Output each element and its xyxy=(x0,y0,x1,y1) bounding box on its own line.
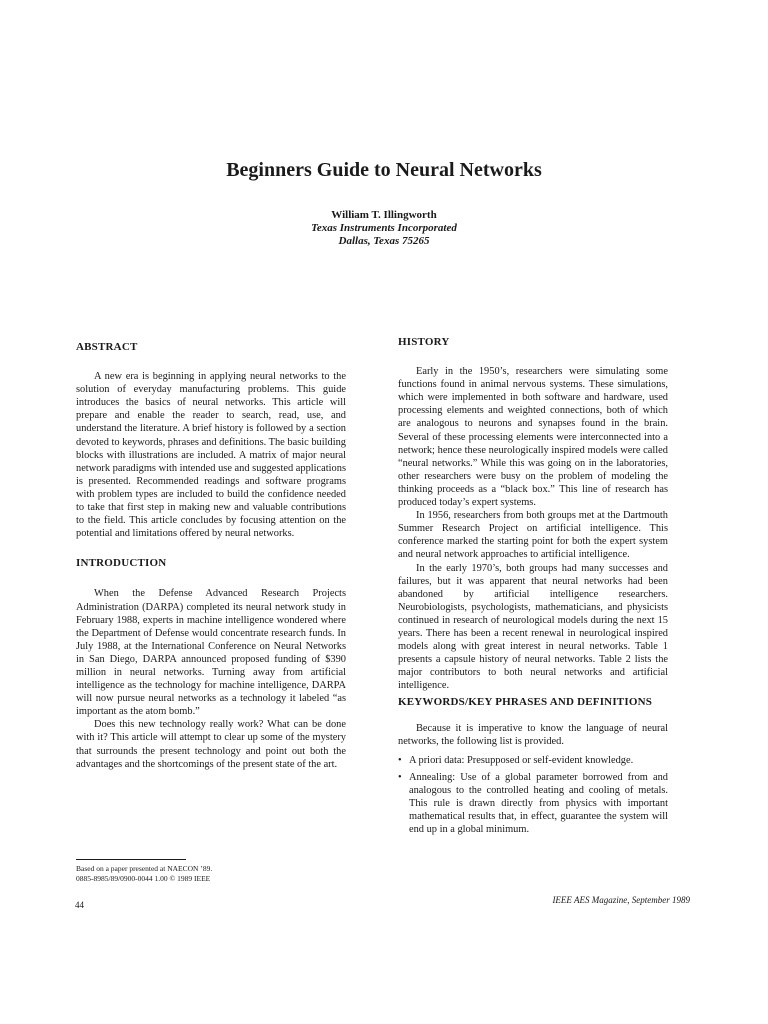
paper-title: Beginners Guide to Neural Networks xyxy=(226,159,542,181)
page-number: 44 xyxy=(75,900,84,910)
footnote-line-1: Based on a paper presented at NAECON ’89. xyxy=(76,864,213,873)
list-item xyxy=(398,754,668,767)
right-column xyxy=(398,336,668,840)
journal-citation: IEEE AES Magazine, September 1989 xyxy=(552,895,690,905)
introduction-heading: INTRODUCTION xyxy=(76,557,167,570)
abstract-heading: ABSTRACT xyxy=(76,341,138,353)
history-heading: HISTORY xyxy=(398,336,450,348)
keyword-definition: A priori data: Presupposed or self-evident knowledge. xyxy=(409,754,634,766)
list-item xyxy=(398,771,668,836)
keyword-definition: Annealing: Use of a global parameter borrowed from and analogous to the controlled heating and cooling of metals. This rule is drawn directly from physics with important mathematical results that, in effect, guarantee the system will end up in a global minimum. xyxy=(409,771,668,836)
introduction-paragraph-2: Does this new technology really work? What can be done with it? This article will attempt to clear up some of the mystery that surrounds the present technology and point out both the advantages and the shortcomings of the present state of the art. xyxy=(76,719,346,770)
keywords-intro: Because it is imperative to know the language of neural networks, the following list is provided. xyxy=(398,722,668,747)
author-block xyxy=(0,209,768,248)
keywords-list xyxy=(398,754,668,837)
footnote-divider xyxy=(76,859,186,860)
author-location: Dallas, Texas 75265 xyxy=(338,235,430,247)
introduction-paragraph-1: When the Defense Advanced Research Projects Administration (DARPA) completed its neural network study in February 1988, experts in machine intelligence wondered where the Department of Defense would concentrate research funds. In July 1988, at the International Conference on Neural Networks in San Diego, DARPA announced proposed funding of $390 million in neural networks. Turning away from artificial intelligence as the technology for machine intelligence, DARPA will now pursue neural networks as a technology it labeled “as important as the atom bomb.” xyxy=(76,588,346,718)
history-paragraph-1: Early in the 1950’s, researchers were simulating some functions found in animal nervous systems. These simulations, which were implemented in both software and hardware, used processing elements and weighted connections, both of which are analogous to neurons and synapses found in the brain. Several of these processing elements were interconnected into a network; hence these neurologically inspired models were called “neural networks.” While this was going on in the laboratories, other researchers were busy on the problem of modeling the thinking proceeds as a “black box.” This line of research has produced today’s expert systems. xyxy=(398,366,668,509)
abstract-text: A new era is beginning in applying neural networks to the solution of everyday manufacturing problems. This guide introduces the basics of neural networks. This article will prepare and enable the reader to search, read, use, and understand the literature. A brief history is followed by a section devoted to keywords, phrases and definitions. The basic building blocks with illustrations are included. A matrix of major neural network paradigms with intended use and suggested applications is presented. Recommended readings and software programs with problem types are included to build the confidence needed to take that first step in making new and valuable contributions to the field. This article concludes by focusing attention on the potential and limitations offered by neural networks. xyxy=(76,371,346,540)
keywords-heading: KEYWORDS/KEY PHRASES AND DEFINITIONS xyxy=(398,696,653,709)
footnote xyxy=(76,864,276,884)
left-column xyxy=(76,336,346,771)
footnote-line-2: 0885-8985/89/0900-0044 1.00 © 1989 IEEE xyxy=(76,874,211,883)
bullet-icon: • xyxy=(398,754,402,766)
history-paragraph-3: In the early 1970’s, both groups had many successes and failures, but it was apparent that neural networks had been abandoned by artificial intelligence researchers. Neurobiologists, psychologists, mathematicians, and physicists continued in research of neurological models during the next 15 years. There has been a recent renewal in neurological inspired models along with great interest in neural networks. Table 1 presents a capsule history of neural networks. Table 2 lists the major contributors to both neural networks and artificial intelligence. xyxy=(398,562,668,692)
author-affiliation: Texas Instruments Incorporated xyxy=(311,222,457,234)
author-name: William T. Illingworth xyxy=(331,209,437,221)
history-paragraph-2: In 1956, researchers from both groups met at the Dartmouth Summer Research Project on artificial intelligence. This conference marked the starting point for both the expert system and neural network approaches to artificial intelligence. xyxy=(398,510,668,561)
bullet-icon: • xyxy=(398,771,402,783)
